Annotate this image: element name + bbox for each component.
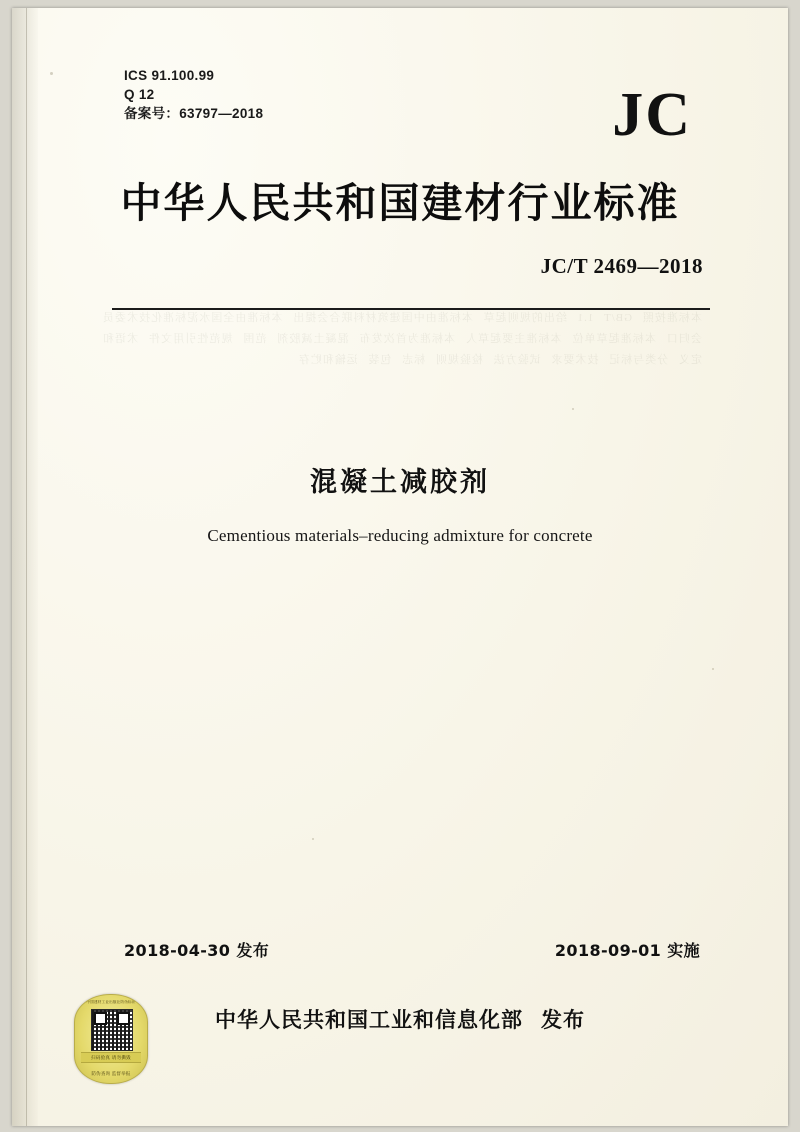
seal-band-text: 扫码验真 请勿撕毁	[81, 1052, 141, 1063]
standard-number: JC/T 2469—2018	[540, 254, 703, 278]
seal-top-text: 中国建材工业出版社防伪标识	[86, 999, 136, 1004]
anti-counterfeit-seal	[74, 994, 148, 1084]
record-number: 备案号：63797—2018	[124, 106, 264, 121]
document-title-cn: 混凝土减胶剂	[310, 467, 490, 498]
page-title: 中华人民共和国建材行业标准	[120, 179, 680, 227]
document-title-en: Cementious materials–reducing admixture for concrete	[207, 526, 593, 545]
bleed-through-text: 本标准按照 GB/T 1.1 给出的规则起草 本标准由中国建筑材料联合会提出 本标准由全国水泥标准化技术委员会归口 本标准起草单位 本标准主要起草人 本标准为首次发布 混凝土减胶剂 范围 规范性引用文件 术语和定义 分类与标记 技术要求 试验方法 检验规则 标志 包装 运输和贮存	[102, 312, 702, 366]
qr-code-icon	[91, 1009, 133, 1051]
paper-speck	[50, 72, 53, 75]
publisher-name: 中华人民共和国工业和信息化部	[215, 1008, 523, 1032]
paper-speck	[312, 838, 314, 840]
seal-bottom-text: 防伪查询 监督举报	[91, 1071, 131, 1076]
paper-speck	[572, 408, 574, 410]
header-codes	[124, 66, 263, 123]
header-divider	[112, 308, 710, 310]
issue-date: 2018-04-30 发布	[124, 941, 270, 960]
implementation-date: 2018-09-01 实施	[554, 941, 700, 960]
classification-code: Q 12	[124, 87, 155, 102]
publisher-action: 发布	[541, 1008, 585, 1032]
standard-cover-page	[12, 8, 788, 1126]
paper-speck	[712, 668, 714, 670]
ics-code: ICS 91.100.99	[124, 68, 215, 83]
jc-logo: JC	[612, 81, 692, 149]
